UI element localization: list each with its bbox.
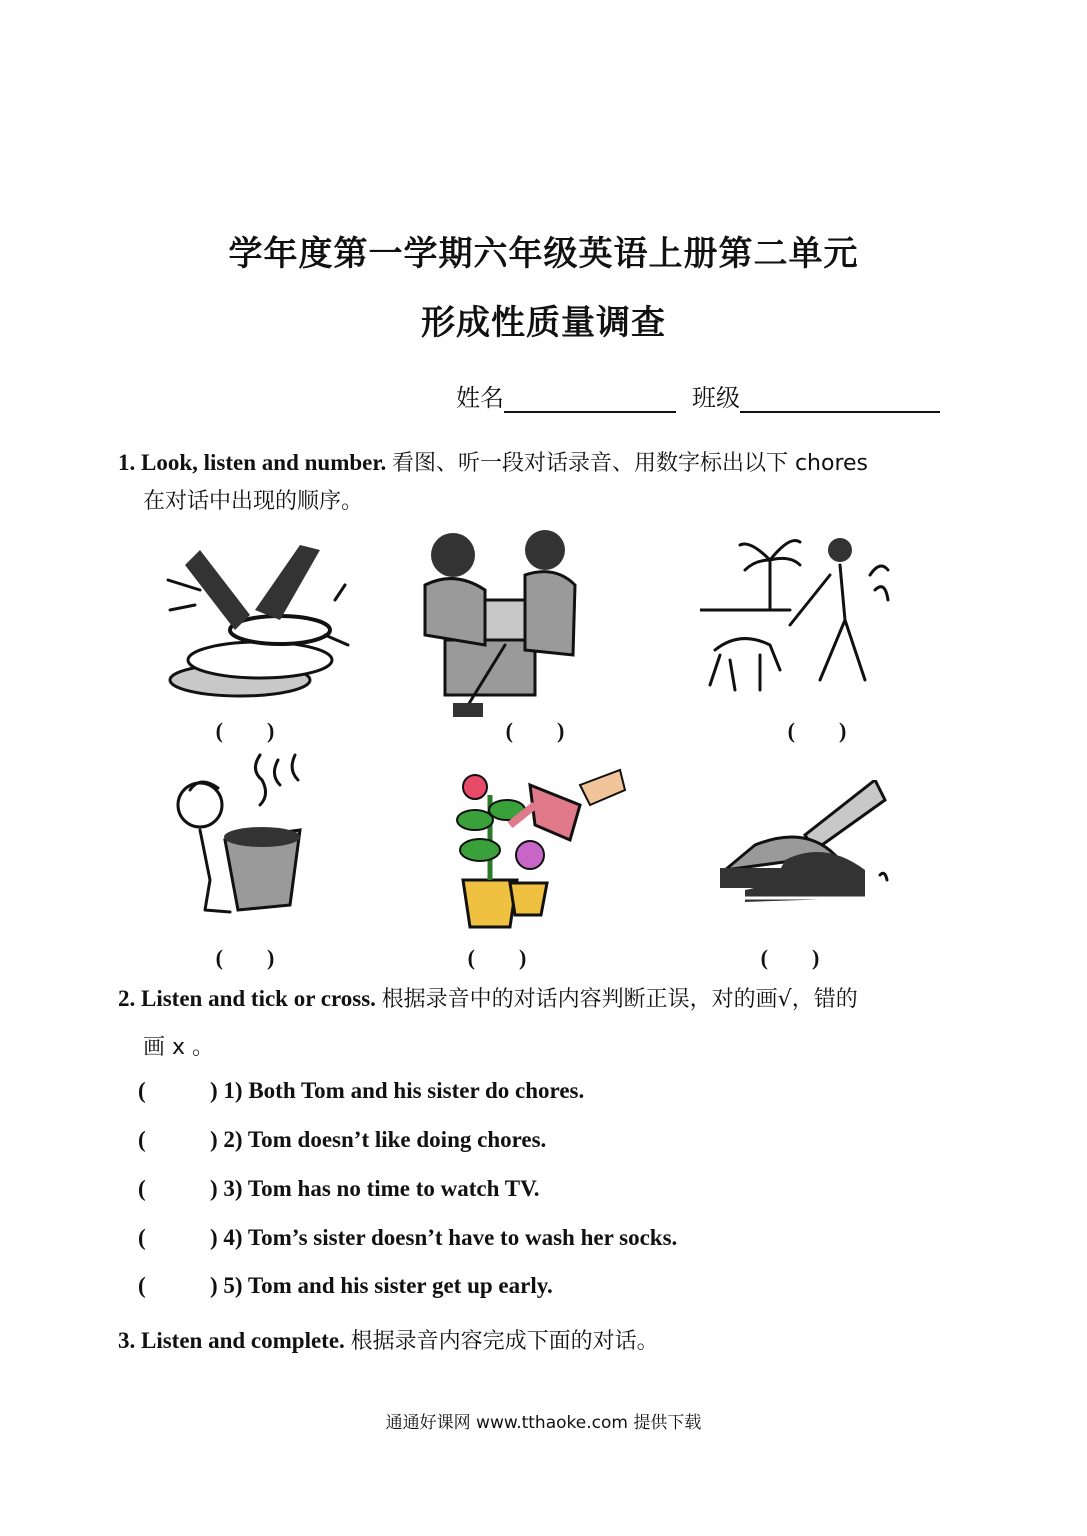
name-field (456, 378, 676, 413)
q1-instruction-b: 在对话中出现的顺序。 (143, 489, 364, 514)
item-3-text: ) 3) Tom has no time to watch TV. (210, 1176, 540, 1201)
washing-dishes-icon (160, 540, 350, 700)
item-5-text: ) 5) Tom and his sister get up early. (210, 1273, 553, 1298)
answer-blank-3[interactable] (772, 714, 862, 745)
q2-heading (118, 982, 858, 1013)
paren-4: ( ) (215, 945, 275, 970)
page-subtitle: 形成性质量调查 (421, 303, 666, 343)
name-label: 姓名 (456, 384, 504, 412)
cleaning-shoes-icon (715, 780, 890, 910)
q1-heading (118, 446, 868, 477)
blank-2: ( (138, 1127, 146, 1152)
q2-item-2[interactable] (138, 1127, 546, 1153)
q3-heading (118, 1324, 659, 1355)
q2-prefix: 2. Listen and tick or cross. (118, 986, 376, 1011)
answer-blank-2[interactable] (490, 714, 580, 745)
q2-instruction-a: 根据录音中的对话内容判断正误，对的画√，错的 (381, 987, 858, 1012)
paren-6: ( ) (760, 945, 820, 970)
answer-blank-4[interactable] (200, 941, 290, 972)
blank-4: ( (138, 1225, 146, 1250)
class-field (692, 378, 940, 413)
answer-blank-1[interactable] (200, 714, 290, 745)
walking-dog-icon (700, 530, 890, 700)
q3-prefix: 3. Listen and complete. (118, 1328, 345, 1353)
watering-plants-icon (455, 765, 630, 930)
page-title: 学年度第一学期六年级英语上册第二单元 (228, 234, 859, 274)
answer-blank-6[interactable] (745, 941, 835, 972)
item-2-text: ) 2) Tom doesn’t like doing chores. (210, 1127, 547, 1152)
class-label: 班级 (692, 384, 740, 412)
paren-2: ( ) (505, 718, 565, 743)
name-blank[interactable] (504, 387, 676, 413)
q3-instruction: 根据录音内容完成下面的对话。 (350, 1329, 659, 1354)
q2-item-1[interactable] (138, 1078, 584, 1104)
paren-1: ( ) (215, 718, 275, 743)
footer-source: 通通好课网 www.tthaoke.com 提供下载 (385, 1413, 702, 1433)
q2-heading-cont (143, 1030, 214, 1061)
q2-item-5[interactable] (138, 1273, 553, 1299)
q2-item-3[interactable] (138, 1176, 540, 1202)
item-1-text: ) 1) Both Tom and his sister do chores. (210, 1078, 585, 1103)
paren-3: ( ) (787, 718, 847, 743)
answer-blank-5[interactable] (452, 941, 542, 972)
vacuuming-icon (415, 525, 595, 725)
class-blank[interactable] (740, 387, 940, 413)
taking-out-trash-icon (170, 750, 320, 920)
paren-5: ( ) (467, 945, 527, 970)
q1-instruction-a: 看图、听一段对话录音、用数字标出以下 chores (391, 451, 869, 476)
q1-heading-cont (143, 484, 363, 515)
q1-prefix: 1. Look, listen and number. (118, 450, 387, 475)
blank-1: ( (138, 1078, 146, 1103)
q2-item-4[interactable] (138, 1225, 677, 1251)
q2-instruction-b: 画 x 。 (143, 1035, 215, 1060)
blank-3: ( (138, 1176, 146, 1201)
blank-5: ( (138, 1273, 146, 1298)
item-4-text: ) 4) Tom’s sister doesn’t have to wash her socks. (210, 1225, 678, 1250)
